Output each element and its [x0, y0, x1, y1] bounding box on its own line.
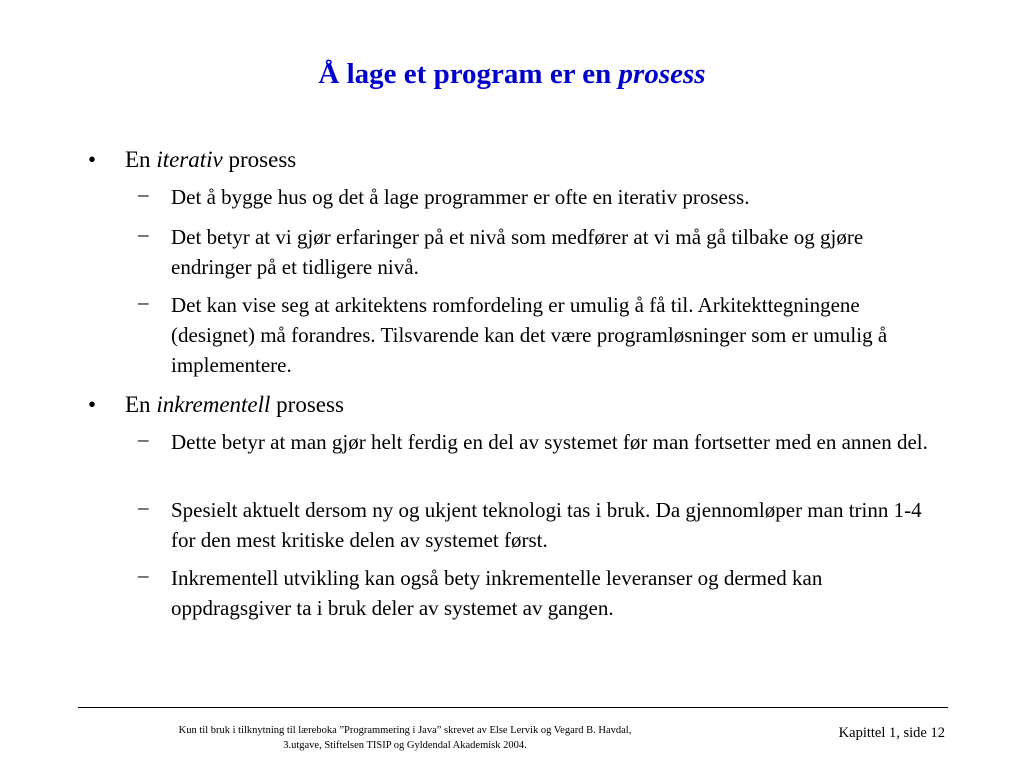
sub-item-text: Det å bygge hus og det å lage programmer er ofte en iterativ prosess. [171, 185, 750, 209]
page-number: Kapittel 1, side 12 [838, 725, 945, 741]
bullet-mark: • [88, 147, 97, 172]
footer-line-2: 3.utgave, Stiftelsen TISIP og Gyldendal Akademisk 2004. [283, 740, 527, 751]
footer-line-1: Kun til bruk i tilknytning til læreboka ”Programmering i Java” skrevet av Else Lervik og Vegard B. Havdal, [178, 725, 632, 736]
dash-mark: – [138, 290, 149, 314]
sub-item-text: Dette betyr at man gjør helt ferdig en del av systemet før man fortsetter med en annen del. [171, 430, 928, 454]
bullet-mark: • [88, 392, 97, 417]
sub-item-text: Det kan vise seg at arkitektens romfordeling er umulig å få til. Arkitekttegningene (designet) må forandres. Tilsvarende kan det være programløsninger som er umulig å implementere. [171, 293, 888, 377]
dash-mark: – [138, 427, 149, 451]
bullet-text: En inkrementell prosess [125, 392, 344, 417]
footer-credits [140, 723, 670, 753]
footer-divider [78, 707, 948, 708]
bullet-text: En iterativ prosess [125, 147, 297, 172]
sub-item-text: Spesielt aktuelt dersom ny og ukjent teknologi tas i bruk. Da gjennomløper man trinn 1-4 for den mest kritiske delen av systemet først. [171, 498, 922, 552]
title-text: Å lage et program er en [318, 58, 619, 90]
sub-item-text: Det betyr at vi gjør erfaringer på et nivå som medfører at vi må gå tilbake og gjøre endringer på et tidligere nivå. [171, 225, 864, 279]
sub-item-text: Inkrementell utvikling kan også bety inkrementelle leveranser og dermed kan oppdragsgiver ta i bruk deler av systemet av gangen. [171, 566, 823, 620]
dash-mark: – [138, 182, 149, 206]
dash-mark: – [138, 222, 149, 246]
title-italic: prosess [618, 58, 706, 90]
dash-mark: – [138, 495, 149, 519]
dash-mark: – [138, 563, 149, 587]
